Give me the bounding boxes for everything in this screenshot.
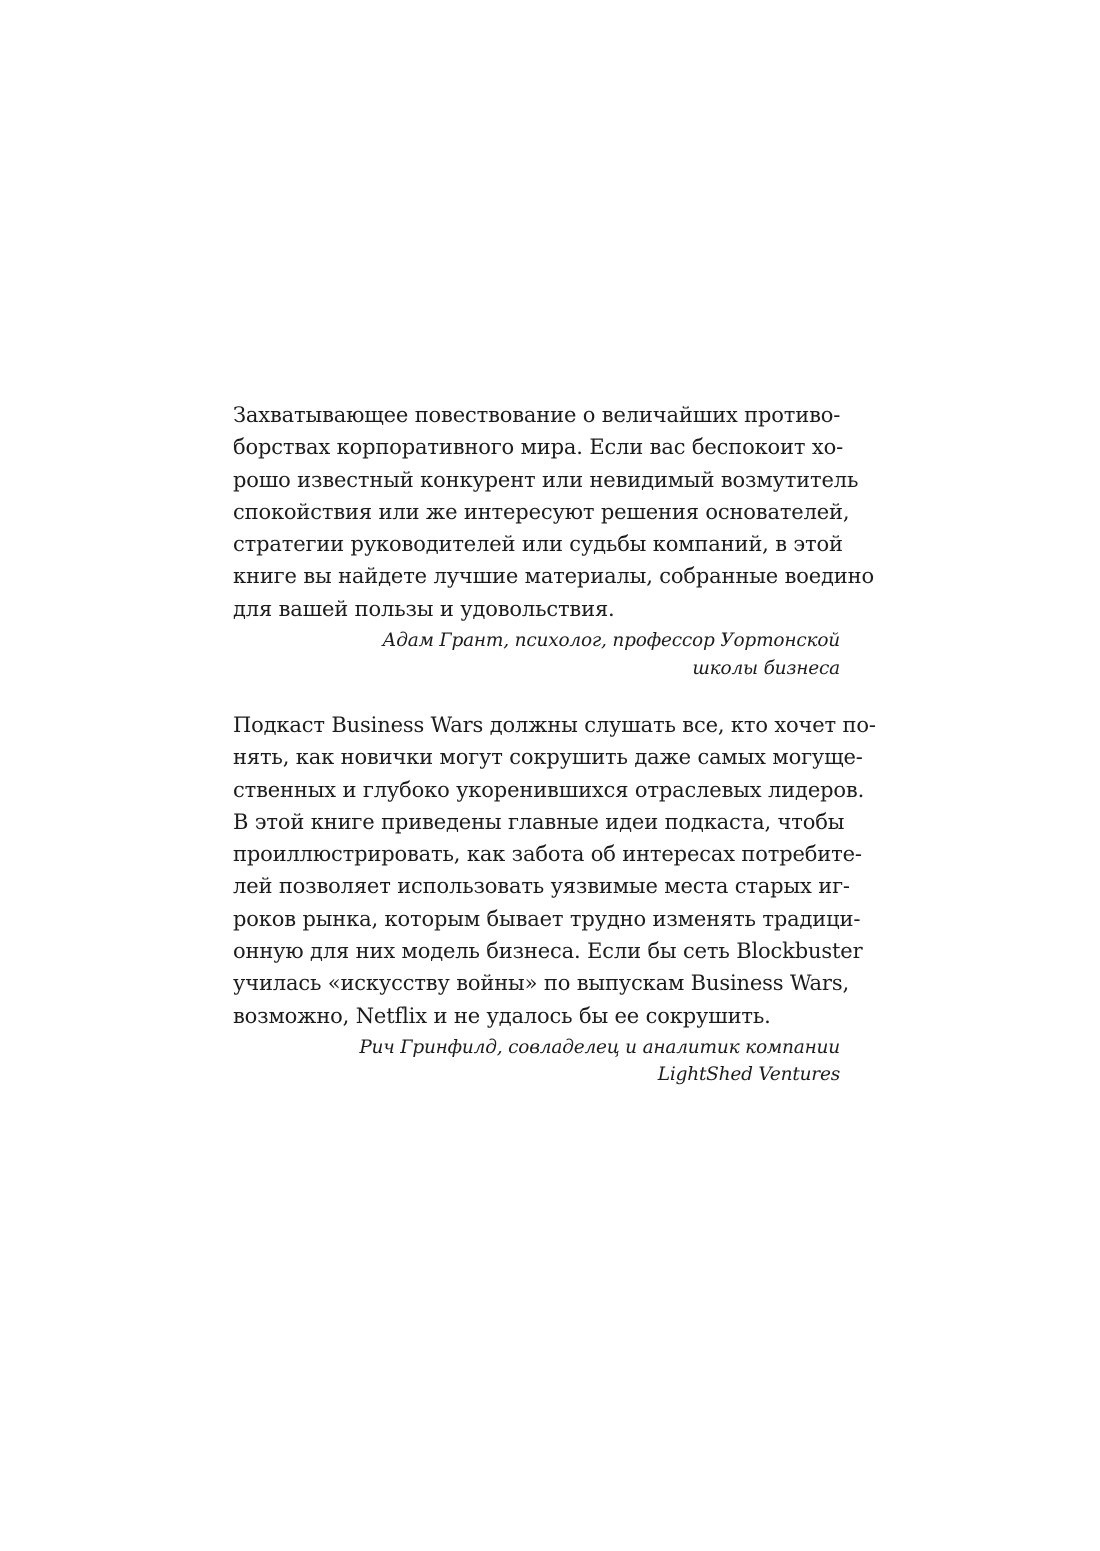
blurb-adam-grant [233, 399, 874, 682]
quote-line: возможно, Netflix и не удалось бы ее сокрушить. [233, 1003, 771, 1028]
quote-line: Захватывающее повествование о величайших противо- [233, 403, 841, 427]
quote-line: онную для них модель бизнеса. Если бы сеть Blockbuster [233, 939, 863, 964]
quote-line: для вашей пользы и удовольствия. [233, 596, 615, 621]
quote-line: Подкаст Business Wars должны слушать все, кто хочет по- [233, 713, 876, 737]
attribution-line: школы бизнеса [692, 657, 840, 679]
quote-line: лей позволяет использовать уязвимые места старых иг- [233, 874, 850, 899]
quote-line: борствах корпоративного мира. Если вас беспокоит хо- [233, 435, 844, 460]
quote-line: нять, как новички могут сокрушить даже самых могуще- [233, 745, 863, 770]
quote-line: спокойствия или же интересуют решения основателей, [233, 499, 850, 524]
quote-line: ственных и глубоко укоренившихся отраслевых лидеров. [233, 777, 865, 802]
attribution-line: LightShed Ventures [657, 1064, 840, 1086]
blurb-attribution [233, 1034, 840, 1089]
blurb-attribution [233, 627, 840, 682]
quote-line: стратегии руководителей или судьбы компаний, в этой [233, 532, 843, 557]
blurb-quote [233, 709, 876, 1032]
attribution-line: Адам Грант, психолог, профессор Уортонской [382, 630, 840, 652]
quote-line: проиллюстрировать, как забота об интересах потребите- [233, 842, 862, 867]
quote-line: училась «искусству войны» по выпускам Business Wars, [233, 971, 849, 996]
attribution-line: Рич Гринфилд, совладелец и аналитик компании [359, 1036, 840, 1058]
quote-line: рошо известный конкурент или невидимый возмутитель [233, 467, 859, 492]
blurb-quote [233, 399, 874, 625]
quote-line: В этой книге приведены главные идеи подкаста, чтобы [233, 809, 845, 834]
blurb-rich-greenfield [233, 709, 876, 1089]
quote-line: книге вы найдете лучшие материалы, собранные воедино [233, 564, 874, 589]
quote-line: роков рынка, которым бывает трудно изменять традици- [233, 906, 861, 931]
